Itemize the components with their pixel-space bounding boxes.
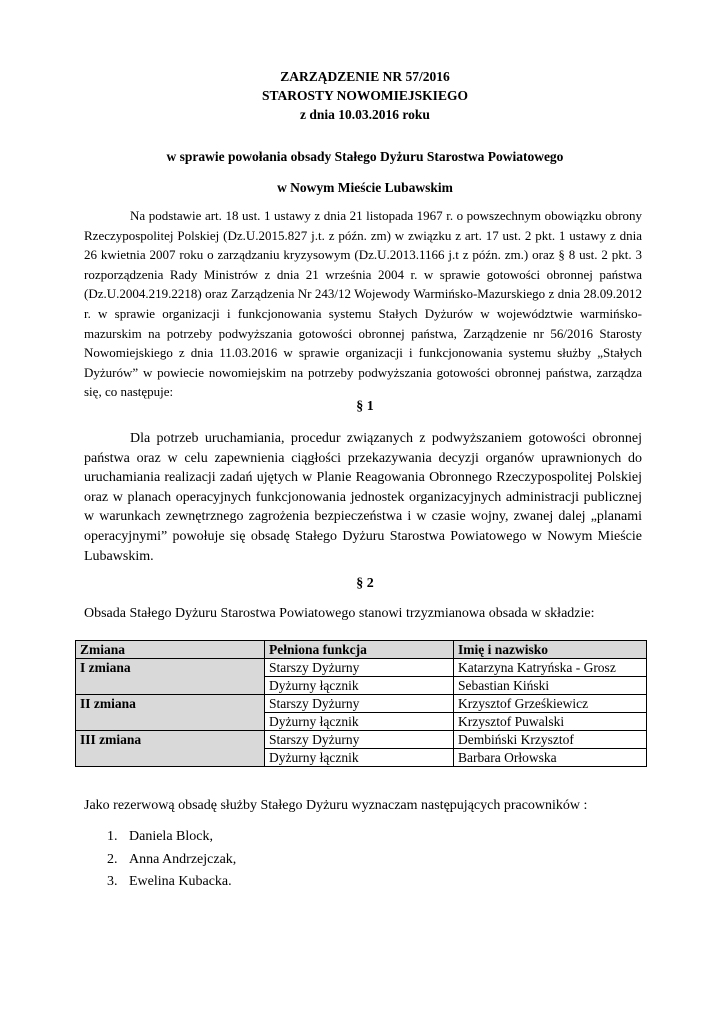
role-cell: Dyżurny łącznik bbox=[265, 713, 454, 731]
list-number: 1. bbox=[107, 829, 118, 844]
table-row bbox=[76, 749, 647, 767]
name-cell: Katarzyna Katryńska - Grosz bbox=[454, 659, 647, 677]
list-item bbox=[107, 871, 236, 894]
list-name: Ewelina Kubacka. bbox=[129, 874, 232, 889]
shift-label: I zmiana bbox=[76, 659, 265, 677]
column-header-shift: Zmiana bbox=[76, 641, 265, 659]
order-number: ZARZĄDZENIE NR 57/2016 bbox=[280, 69, 450, 84]
shift-label-empty bbox=[76, 677, 265, 695]
order-date: z dnia 10.03.2016 roku bbox=[300, 107, 430, 122]
name-cell: Krzysztof Grześkiewicz bbox=[454, 695, 647, 713]
section-2-mark: § 2 bbox=[356, 576, 374, 591]
table-header-row bbox=[76, 641, 647, 659]
list-item bbox=[107, 826, 236, 849]
subject-line-1: w sprawie powołania obsady Stałego Dyżuru Starostwa Powiatowego bbox=[166, 149, 564, 164]
table-row bbox=[76, 713, 647, 731]
shift-label: III zmiana bbox=[76, 731, 265, 749]
table-row bbox=[76, 731, 647, 749]
list-name: Daniela Block, bbox=[129, 829, 213, 844]
preamble: Na podstawie art. 18 ust. 1 ustawy z dnia 21 listopada 1967 r. o powszechnym obowiązku obrony Rzeczypospolitej Polskiej (Dz.U.2015.827 j.t. z późn. zm) w związku z art. 17 ust. 2 pkt. 1 ustawy z dnia 26 kwietnia 2007 roku o zarządzaniu kryzysowym (Dz.U.2013.1166 j.t z późn. zm.) oraz § 8 ust. 2 pkt. 3 rozporządzenia Rady Ministrów z dnia 21 września 2004 r. w sprawie gotowości obronnej państwa (Dz.U.2004.219.2218) oraz Zarządzenia Nr 243/12 Wojewody Warmińsko-Mazurskiego z dnia 28.09.2012 r. w sprawie organizacji i funkcjonowania systemu Stałych Dyżurów w województwie warmińsko-mazurskim na potrzeby podwyższania gotowości obronnej państwa, Zarządzenie nr 56/2016 Starosty Nowomiejskiego z dnia 11.03.2016 w sprawie organizacji i funkcjonowania systemu służby „Stałych Dyżurów” w powiecie nowomiejskim na potrzeby podwyższania gotowości obronnej państwa, zarządza się, co następuje: bbox=[84, 208, 642, 400]
list-name: Anna Andrzejczak, bbox=[129, 851, 237, 867]
section-2-intro: Obsada Stałego Dyżuru Starostwa Powiatowego stanowi trzyzmianowa obsada w składzie: bbox=[84, 606, 595, 621]
reserve-list bbox=[107, 826, 236, 894]
role-cell: Dyżurny łącznik bbox=[265, 677, 454, 695]
column-header-name: Imię i nazwisko bbox=[454, 641, 647, 659]
issuer: STAROSTY NOWOMIEJSKIEGO bbox=[262, 88, 468, 103]
shift-label-empty bbox=[76, 749, 265, 767]
reserve-intro: Jako rezerwową obsadę służby Stałego Dyżuru wyznaczam następujących pracowników : bbox=[84, 798, 588, 813]
table-row bbox=[76, 659, 647, 677]
role-cell: Dyżurny łącznik bbox=[265, 749, 454, 767]
name-cell: Krzysztof Puwalski bbox=[454, 713, 647, 731]
role-cell: Starszy Dyżurny bbox=[265, 731, 454, 749]
section-1-mark: § 1 bbox=[356, 399, 374, 414]
shift-label-empty bbox=[76, 713, 265, 731]
section-1-text: Dla potrzeb uruchamiania, procedur związanych z podwyższaniem gotowości obronnej państwa oraz w celu zapewnienia ciągłości przekazywania decyzji organów uprawnionych do uruchamiania realizacji zadań ujętych w Planie Reagowania Obronnego Rzeczypospolitej Polskiej oraz w planach operacyjnych funkcjonowania jednostek organizacyjnych administracji publicznej w warunkach zewnętrznego zagrożenia bezpieczeństwa i w czasie wojny, zwanej dalej „planami operacyjnymi” powołuje się obsadę Stałego Dyżuru Starostwa Powiatowego w Nowym Mieście Lubawskim. bbox=[84, 431, 642, 564]
table-row bbox=[76, 695, 647, 713]
role-cell: Starszy Dyżurny bbox=[265, 695, 454, 713]
table-row bbox=[76, 677, 647, 695]
name-cell: Barbara Orłowska bbox=[454, 749, 647, 767]
list-number: 2. bbox=[107, 851, 118, 867]
name-cell: Sebastian Kiński bbox=[454, 677, 647, 695]
name-cell: Dembiński Krzysztof bbox=[454, 731, 647, 749]
role-cell: Starszy Dyżurny bbox=[265, 659, 454, 677]
shift-label: II zmiana bbox=[76, 695, 265, 713]
list-number: 3. bbox=[107, 874, 118, 889]
duty-roster-table bbox=[75, 640, 647, 767]
subject-line-2: w Nowym Mieście Lubawskim bbox=[277, 180, 453, 195]
list-item bbox=[107, 849, 236, 872]
column-header-function: Pełniona funkcja bbox=[265, 641, 454, 659]
